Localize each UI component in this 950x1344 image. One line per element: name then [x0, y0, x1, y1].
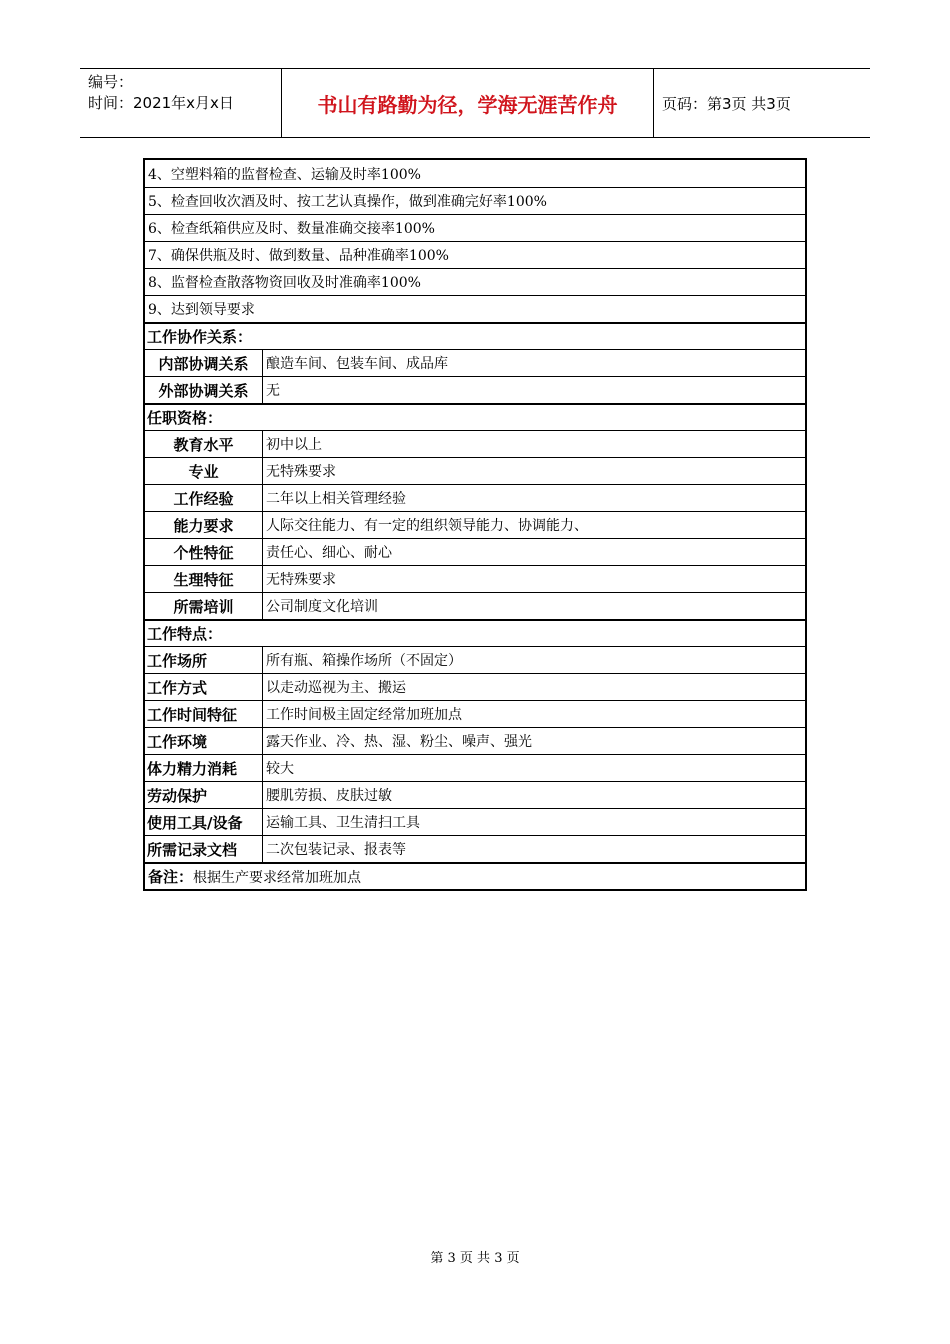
row-label: 个性特征: [145, 539, 263, 565]
row-value: 初中以上: [266, 437, 322, 453]
header-meta: [80, 69, 282, 137]
section-title-features: 工作特点：: [147, 625, 223, 643]
row-label: 所需培训: [145, 593, 263, 619]
row-value: 露天作业、冷、热、湿、粉尘、噪声、强光: [266, 734, 532, 750]
row-value: 无: [266, 383, 280, 399]
time-label: 时间：2021年x月x日: [88, 94, 234, 112]
duty-item: 6、检查纸箱供应及时、数量准确交接率100%: [148, 221, 435, 237]
duty-item: 9、达到领导要求: [148, 302, 255, 318]
number-label: 编号：: [88, 73, 134, 91]
page-footer: 第 3 页 共 3 页: [430, 1251, 520, 1266]
row-label: 教育水平: [145, 431, 263, 457]
note-value: 根据生产要求经常加班加点: [193, 869, 362, 886]
row-label: 能力要求: [145, 512, 263, 538]
duty-item: 5、检查回收次酒及时、按工艺认真操作，做到准确完好率100%: [148, 194, 547, 210]
header-motto: 书山有路勤为径，学海无涯苦作舟: [282, 69, 654, 137]
note-label: 备注：: [148, 868, 194, 886]
duty-item: 8、监督检查散落物资回收及时准确率100%: [148, 275, 421, 291]
row-label: 生理特征: [145, 566, 263, 592]
row-value: 以走动巡视为主、搬运: [266, 680, 406, 696]
page-header: [80, 68, 870, 138]
row-label: 内部协调关系: [145, 350, 263, 376]
row-label: 工作方式: [145, 674, 263, 700]
row-value: 二次包装记录、报表等: [266, 842, 406, 858]
row-label: 工作时间特征: [145, 701, 263, 727]
duty-item: 4、空塑料箱的监督检查、运输及时率100%: [148, 166, 421, 183]
row-label: 外部协调关系: [145, 377, 263, 403]
row-label: 使用工具/设备: [145, 809, 263, 835]
row-label: 工作场所: [145, 647, 263, 673]
row-value: 所有瓶、箱操作场所（不固定）: [266, 653, 462, 669]
row-value: 腰肌劳损、皮肤过敏: [266, 788, 392, 804]
row-label: 劳动保护: [145, 782, 263, 808]
row-value: 酿造车间、包装车间、成品库: [266, 356, 448, 372]
row-label: 体力精力消耗: [145, 755, 263, 781]
section-title-qualifications: 任职资格：: [147, 409, 223, 427]
duty-item: 7、确保供瓶及时、做到数量、品种准确率100%: [148, 248, 449, 264]
row-value: 无特殊要求: [266, 572, 336, 588]
row-label: 工作环境: [145, 728, 263, 754]
header-page-info: 页码：第3页 共3页: [662, 94, 791, 113]
note-row: [145, 864, 361, 889]
row-label: 专业: [145, 458, 263, 484]
row-value: 责任心、细心、耐心: [266, 545, 392, 561]
row-value: 二年以上相关管理经验: [266, 491, 406, 507]
section-title-relations: 工作协作关系：: [147, 328, 253, 346]
row-value: 运输工具、卫生清扫工具: [266, 815, 420, 831]
row-value: 工作时间极主固定经常加班加点: [266, 707, 462, 723]
row-value: 较大: [266, 761, 294, 777]
row-value: 人际交往能力、有一定的组织领导能力、协调能力、: [266, 518, 588, 534]
job-description-table: [143, 158, 807, 891]
row-label: 所需记录文档: [145, 836, 263, 862]
row-label: 工作经验: [145, 485, 263, 511]
row-value: 公司制度文化培训: [266, 599, 378, 615]
row-value: 无特殊要求: [266, 464, 336, 480]
